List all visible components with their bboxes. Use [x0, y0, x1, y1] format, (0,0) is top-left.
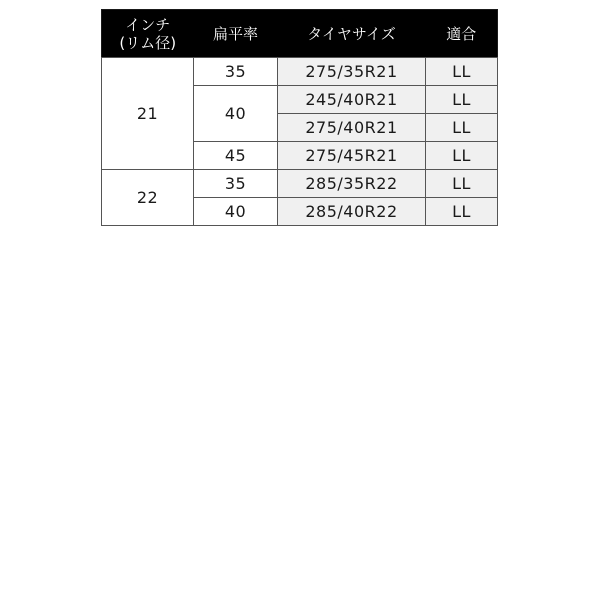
table-row: [102, 170, 498, 198]
inch-cell: 22: [102, 170, 194, 226]
tire-size-cell: 245/40R21: [278, 86, 426, 114]
aspect-cell: 35: [194, 58, 278, 86]
table-row: [102, 58, 498, 86]
table-header-row: [102, 10, 498, 58]
fit-cell: LL: [426, 86, 498, 114]
tire-size-table: [101, 9, 498, 226]
header-inch-line2: (リム径): [119, 33, 177, 52]
fit-cell: LL: [426, 114, 498, 142]
fit-cell: LL: [426, 198, 498, 226]
aspect-cell: 40: [194, 86, 278, 142]
tire-size-cell: 285/40R22: [278, 198, 426, 226]
header-fit: 適合: [426, 10, 498, 58]
header-inch-line1: インチ: [125, 15, 171, 34]
tire-size-table-container: [101, 9, 498, 226]
aspect-cell: 45: [194, 142, 278, 170]
header-inch: [102, 10, 194, 58]
fit-cell: LL: [426, 170, 498, 198]
aspect-cell: 40: [194, 198, 278, 226]
tire-size-cell: 275/40R21: [278, 114, 426, 142]
fit-cell: LL: [426, 58, 498, 86]
aspect-cell: 35: [194, 170, 278, 198]
header-tire-size: タイヤサイズ: [278, 10, 426, 58]
tire-size-cell: 275/35R21: [278, 58, 426, 86]
tire-size-cell: 275/45R21: [278, 142, 426, 170]
header-aspect: 扁平率: [194, 10, 278, 58]
fit-cell: LL: [426, 142, 498, 170]
inch-cell: 21: [102, 58, 194, 170]
tire-size-cell: 285/35R22: [278, 170, 426, 198]
